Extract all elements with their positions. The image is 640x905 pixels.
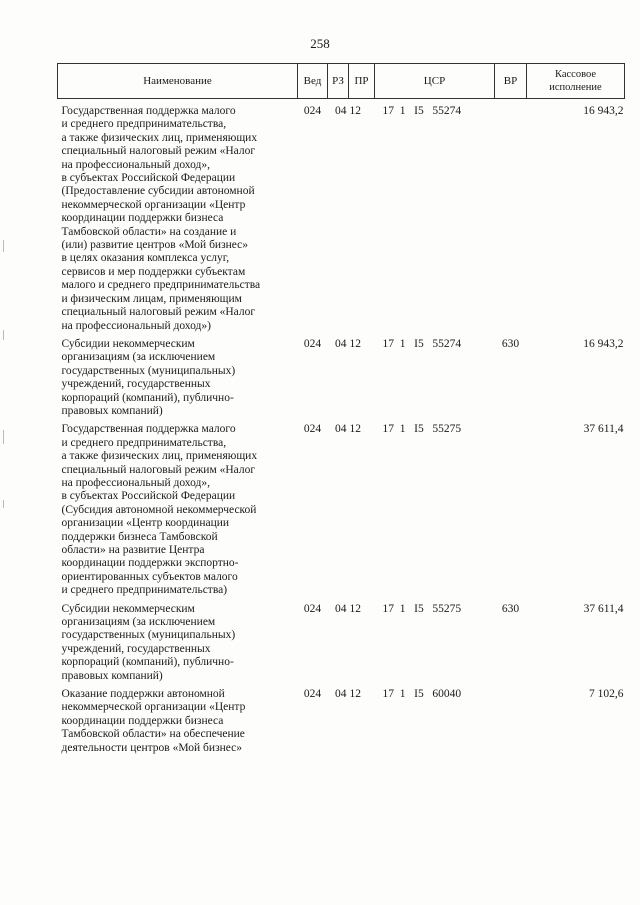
row-ved: 024 <box>303 105 322 117</box>
row-rz: 04 <box>335 423 347 436</box>
row-total: 16 943,2 <box>583 337 624 350</box>
row-pr: 12 <box>349 105 361 117</box>
header-name: Наименование <box>58 64 298 99</box>
header-rz: РЗ <box>328 64 349 99</box>
page-number: 258 <box>310 36 330 51</box>
table-row <box>58 99 625 338</box>
row-csr: 17 1 I5 60040 <box>382 688 462 701</box>
header-ved: Вед <box>298 64 328 99</box>
row-ved: 024 <box>303 337 322 350</box>
row-ved: 024 <box>303 423 322 436</box>
table-row <box>58 338 625 423</box>
row-csr: 17 1 I5 55274 <box>382 337 462 350</box>
row-vr <box>495 423 527 602</box>
table-row <box>58 423 625 602</box>
row-vr <box>495 99 527 338</box>
budget-table <box>57 63 625 760</box>
row-name: Оказание поддержки автономной некоммерческой организации «Центр координации поддержки бизнеса Тамбовской области» на обеспечение деятельности центров «Мой бизнес» <box>61 688 246 754</box>
row-vr: 630 <box>501 602 520 615</box>
row-pr: 12 <box>349 337 361 350</box>
row-pr: 12 <box>349 423 361 436</box>
row-rz: 04 <box>335 105 347 117</box>
margin-mark <box>3 500 4 508</box>
row-total: 7 102,6 <box>589 688 624 701</box>
margin-mark <box>3 430 4 444</box>
header-csr: ЦСР <box>375 64 495 99</box>
header-pr: ПР <box>349 64 375 99</box>
table-row <box>58 603 625 688</box>
margin-mark <box>3 240 4 252</box>
row-ved: 024 <box>303 688 322 701</box>
row-total: 37 611,4 <box>583 423 624 436</box>
row-name: Государственная поддержка малого и среднего предпринимательства, а также физических лиц, применяющих специальный налоговый режим «Налог на профессиональный доход», в субъектах Российской Федерации (Предоставление субсидии автономной некоммерческой организации «Центр координации поддержки бизнеса Тамбовской области» на создание и (или) развитие центров «Мой бизнес» в целях оказания комплекса услуг, сервисов и мер поддержки субъектам малого и среднего предпринимательства и физическим лицам, применяющим специальный налоговый режим «Налог на профессиональный доход») <box>61 105 261 332</box>
row-vr: 630 <box>501 337 520 350</box>
row-csr: 17 1 I5 55275 <box>382 602 462 615</box>
row-name: Субсидии некоммерческим организациям (за исключением государственных (муниципальных) учреждений, государственных корпораций (компаний), публично- правовых компаний) <box>61 602 236 682</box>
row-total: 16 943,2 <box>583 105 624 117</box>
row-name: Государственная поддержка малого и среднего предпринимательства, а также физических лиц, применяющих специальный налоговый режим «Налог на профессиональный доход», в субъектах Российской Федерации (Субсидия автономной некоммерческой организации «Центр координации поддержки бизнеса Тамбовской области» на развитие Центра координации поддержки экспортно- ориентированных субъектов малого и среднего предпринимательства) <box>61 423 258 597</box>
header-total: Кассовое исполнение <box>527 64 625 99</box>
row-rz: 04 <box>335 602 347 615</box>
row-rz: 04 <box>335 688 347 701</box>
row-rz: 04 <box>335 337 347 350</box>
row-pr: 12 <box>349 602 361 615</box>
row-csr: 17 1 I5 55275 <box>382 423 462 436</box>
row-pr: 12 <box>349 688 361 701</box>
row-vr <box>495 688 527 760</box>
table-header <box>58 64 625 99</box>
row-name: Субсидии некоммерческим организациям (за исключением государственных (муниципальных) учреждений, государственных корпораций (компаний), публично- правовых компаний) <box>61 337 236 417</box>
header-vr: ВР <box>495 64 527 99</box>
table-row <box>58 688 625 760</box>
row-csr: 17 1 I5 55274 <box>382 105 462 117</box>
row-ved: 024 <box>303 602 322 615</box>
margin-mark <box>3 330 4 340</box>
row-total: 37 611,4 <box>583 602 624 615</box>
